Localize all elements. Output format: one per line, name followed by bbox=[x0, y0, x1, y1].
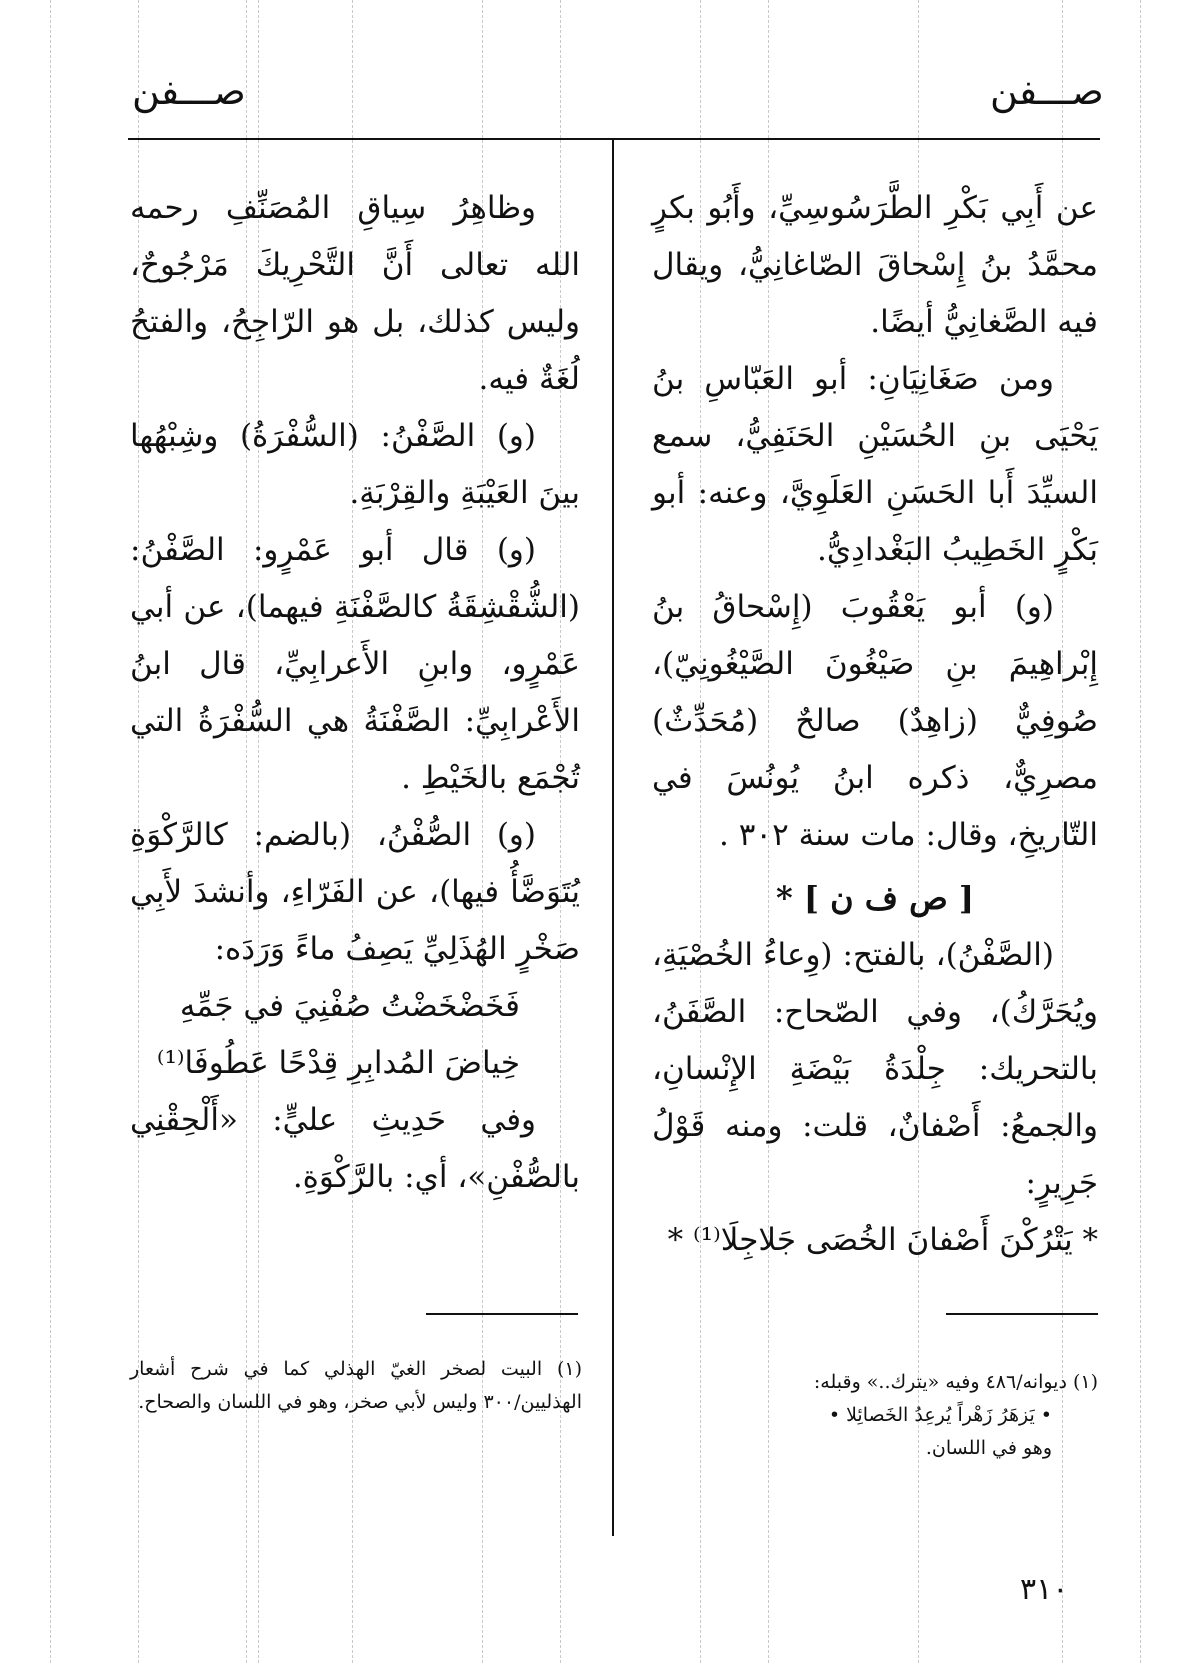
footnote-right-line-2: • يَزهَرُ زَهْراً يُرعِدُ الخَصائِلا • bbox=[828, 1404, 1052, 1426]
footnote-right bbox=[652, 1366, 1098, 1465]
left-paragraph-3: (و) قال أبو عَمْرٍو: الصَّفْنُ: (الشُّقْشِقَةُ كالصَّفْنَةِ فيهما)، عن أبي عَمْرٍو، وابنِ الأَعرابِيِّ، قال ابنُ الأَعْرابِيِّ: الصَّفْنَةُ هي السُّفْرَةُ التي تُجْمَع بالخَيْطِ . bbox=[130, 532, 580, 796]
column-divider bbox=[612, 138, 614, 1536]
left-paragraph-1: وظاهِرُ سِياقِ المُصَنِّفِ رحمه الله تعالى أَنَّ التَّحْرِيكَ مَرْجُوحٌ، وليس كذلك، بل هو الرّاجِحُ، والفتحُ لُغَةٌ فيه. bbox=[130, 190, 580, 397]
right-paragraph-3: (و) أبو يَعْقُوبَ (إِسْحاقُ بنُ إِبْراهِيمَ بنِ صَيْغُونَ الصَّيْغُونِيّ)، صُوفِيٌّ (زاهِدٌ) صالحٌ (مُحَدِّثٌ) مصرِيٌّ، ذكره ابنُ يُونُسَ في التّاريخِ، وقال: مات سنة ٣٠٢ . bbox=[652, 589, 1098, 853]
footnote-rule-left bbox=[426, 1313, 578, 1315]
footnote-right-line-3: وهو في اللسان. bbox=[925, 1437, 1052, 1459]
page-number: ٣١٠ bbox=[1020, 1572, 1069, 1607]
right-paragraph-2: ومن صَغَانِيَانِ: أبو العَبّاسِ بنُ يَحْيَى بنِ الحُسَيْنِ الحَنَفِيُّ، سمع السيِّدَ أَبا الحَسَنِ العَلَوِيَّ، وعنه: أبو بَكْرٍ الخَطِيبُ البَغْدادِيُّ. bbox=[652, 361, 1098, 568]
entry-heading: [ ص ف ن ] * bbox=[775, 879, 975, 917]
footnote-rule-right bbox=[946, 1313, 1098, 1315]
footnote-left-text: (١) البيت لصخر الغيّ الهذلي كما في شرح أشعار الهذليين/٣٠٠ وليس لأبي صخر، وهو في اللسان والصحاح. bbox=[130, 1358, 582, 1413]
right-verse: * يَتْرُكْنَ أَصْفانَ الخُصَى جَلاجِلَا⁽¹⁾ * bbox=[667, 1222, 1098, 1258]
left-verse-line-1: فَخَضْخَضْتُ صُفْنِيَ في جَمِّهِ bbox=[179, 988, 520, 1024]
running-header-left: صـــفن bbox=[132, 69, 246, 113]
left-verse-line-2: خِياضَ المُدابِرِ قِدْحًا عَطُوفَا⁽¹⁾ bbox=[156, 1045, 520, 1081]
guide-line bbox=[50, 0, 51, 1663]
left-paragraph-2: (و) الصَّفْنُ: (السُّفْرَةُ) وشِبْهُها بينَ العَيْبَةِ والقِرْبَةِ. bbox=[130, 418, 580, 511]
left-column bbox=[130, 180, 580, 1206]
guide-line bbox=[1140, 0, 1141, 1663]
footnote-right-line-1: (١) ديوانه/٤٨٦ وفيه «يترك..» وقبله: bbox=[813, 1371, 1098, 1393]
left-paragraph-4: (و) الصُّفْنُ، (بالضم: كالرَّكْوَةِ يُتَوَضَّأُ فيها)، عن الفَرّاءِ، وأنشدَ لأَبِي صَخْرٍ الهُذَلِيِّ يَصِفُ ماءً وَرَدَه: bbox=[130, 817, 580, 967]
right-paragraph-4: (الصَّفْنُ)، بالفتح: (وِعاءُ الخُصْيَةِ، ويُحَرَّكُ)، وفي الصّحاح: الصَّفَنُ، بالتحريك: جِلْدَةُ بَيْضَةِ الإِنْسانِ، والجمعُ: أَصْفانٌ، قلت: ومنه قَوْلُ جَرِيرٍ: bbox=[652, 937, 1098, 1201]
left-paragraph-5: وفي حَدِيثِ عليٍّ: «أَلْحِقْنِي بالصُّفْنِ»، أي: بالرَّكْوَةِ. bbox=[130, 1102, 580, 1195]
running-header-right: صـــفن bbox=[990, 69, 1104, 113]
header-rule bbox=[128, 138, 1100, 140]
right-column bbox=[652, 180, 1098, 1269]
right-paragraph-1: عن أَبِي بَكْرِ الطَّرَسُوسِيِّ، وأَبُو بكرٍ محمَّدُ بنُ إِسْحاقَ الصّاغانِيُّ، ويقال فيه الصَّغانِيُّ أيضًا. bbox=[652, 190, 1098, 340]
footnote-left bbox=[130, 1353, 582, 1419]
